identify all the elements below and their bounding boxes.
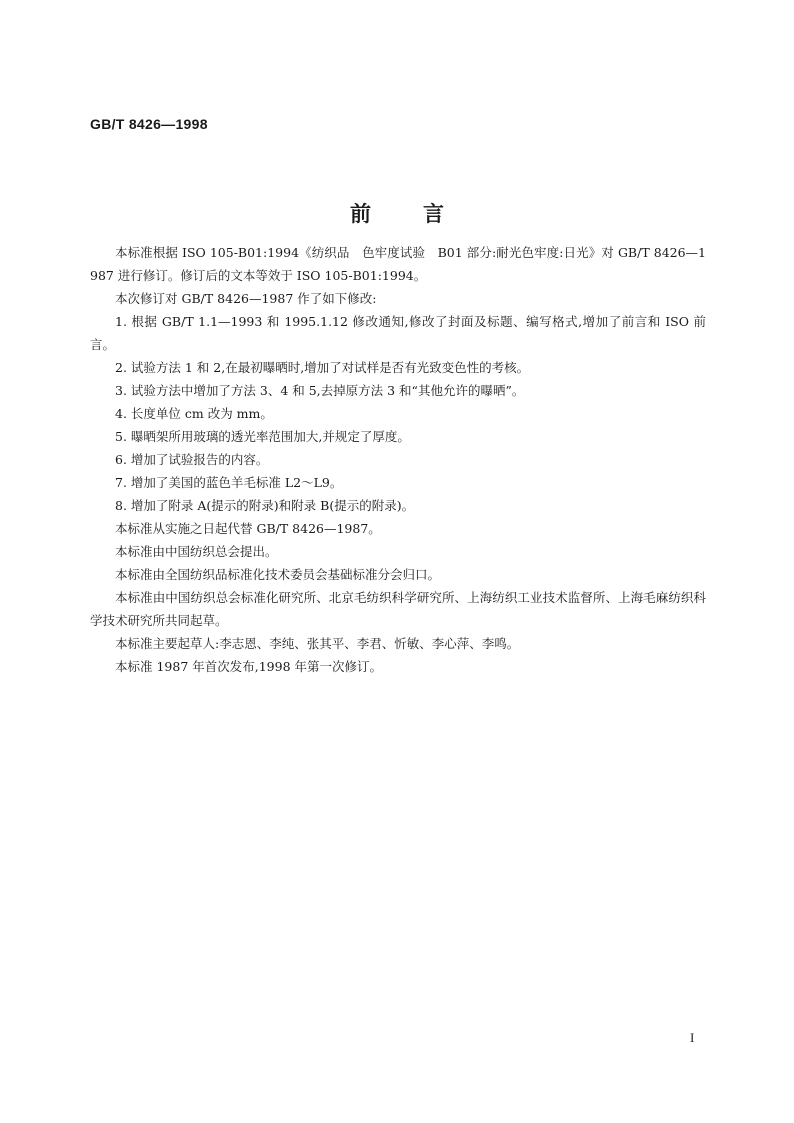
paragraph: 5. 曝晒架所用玻璃的透光率范围加大,并规定了厚度。 — [115, 429, 410, 444]
paragraph: 本标准由中国纺织总会提出。 — [115, 544, 278, 559]
title-char-1: 前 — [350, 202, 371, 226]
paragraph: 本标准根据 ISO 105-B01:1994《纺织品 色牢度试验 B01 部分:耐光色牢度:日光》对 GB/T 8426—1987 进行修订。修订后的文本等效于 ISO 105-B01:1994。 — [90, 245, 706, 283]
paragraph: 6. 增加了试验报告的内容。 — [115, 452, 269, 467]
paragraph: 本标准主要起草人:李志恩、李纯、张其平、李君、忻敏、李心萍、李鸣。 — [115, 636, 520, 651]
title-char-2: 言 — [423, 202, 444, 226]
paragraph: 2. 试验方法 1 和 2,在最初曝晒时,增加了对试样是否有光致变色性的考核。 — [115, 360, 530, 375]
paragraph: 本标准由中国纺织总会标准化研究所、北京毛纺织科学研究所、上海纺织工业技术监督所、上海毛麻纺织科学技术研究所共同起草。 — [90, 590, 706, 628]
page-number: I — [690, 1030, 695, 1045]
paragraph: 8. 增加了附录 A(提示的附录)和附录 B(提示的附录)。 — [115, 498, 415, 513]
paragraph: 4. 长度单位 cm 改为 mm。 — [115, 406, 273, 421]
paragraph: 本次修订对 GB/T 8426—1987 作了如下修改: — [115, 291, 377, 306]
page-title — [0, 198, 794, 228]
paragraph: 本标准由全国纺织品标准化技术委员会基础标准分会归口。 — [115, 567, 441, 582]
paragraph: 1. 根据 GB/T 1.1—1993 和 1995.1.12 修改通知,修改了封面及标题、编写格式,增加了前言和 ISO 前言。 — [90, 314, 706, 352]
standard-number: GB/T 8426—1998 — [90, 116, 208, 132]
paragraph: 3. 试验方法中增加了方法 3、4 和 5,去掉原方法 3 和“其他允许的曝晒”。 — [115, 383, 525, 398]
paragraph: 本标准从实施之日起代替 GB/T 8426—1987。 — [115, 521, 381, 536]
paragraph: 7. 增加了美国的蓝色羊毛标准 L2～L9。 — [115, 475, 343, 490]
paragraph: 本标准 1987 年首次发布,1998 年第一次修订。 — [115, 659, 383, 674]
foreword-body — [90, 241, 706, 678]
